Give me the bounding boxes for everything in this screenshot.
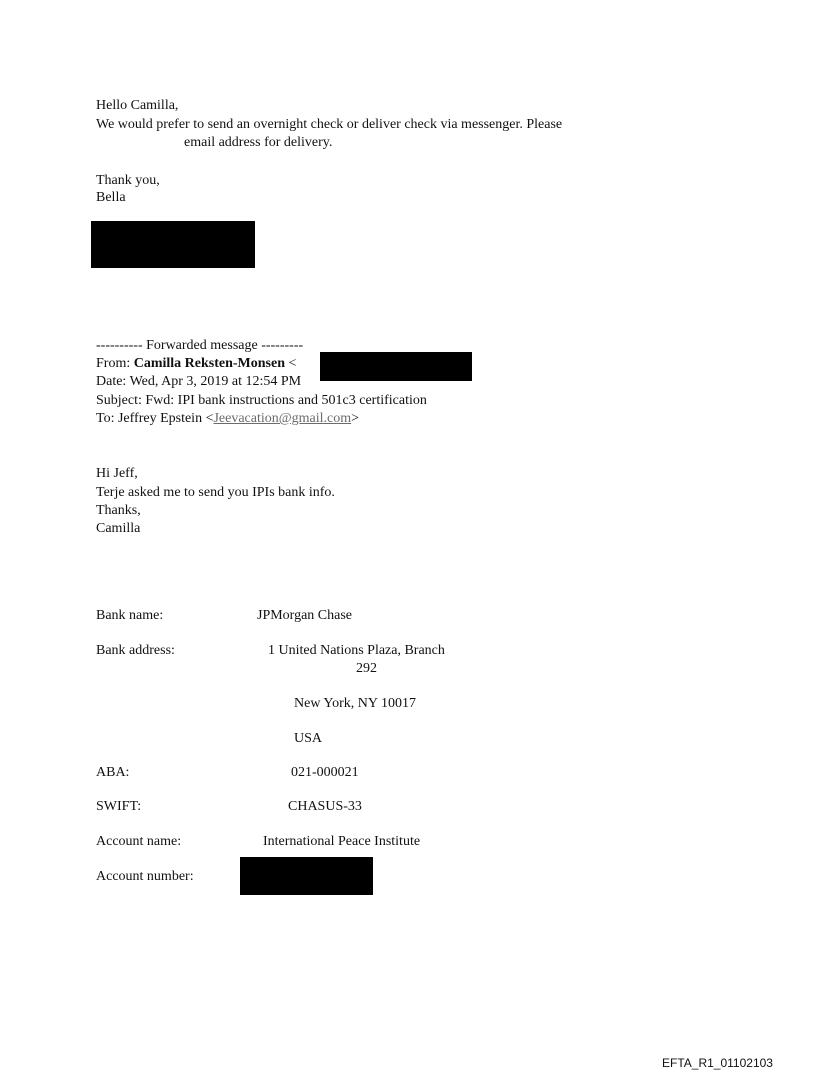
swift-label: SWIFT: (96, 799, 142, 814)
message-thanks: Thanks, (96, 503, 141, 518)
from-label: From: (96, 356, 131, 371)
bank-address-line1: 1 United Nations Plaza, Branch (268, 643, 445, 658)
bank-address-line4: USA (294, 731, 323, 746)
account-name-label: Account name: (96, 834, 182, 849)
reply-body-line1: We would prefer to send an overnight check or deliver check via messenger. Please (96, 117, 563, 132)
aba-value: 021-000021 (291, 765, 359, 780)
forwarded-subject: Subject: Fwd: IPI bank instructions and 501c3 certification (96, 393, 427, 408)
forwarded-separator: ---------- Forwarded message --------- (96, 338, 304, 353)
bank-address-label: Bank address: (96, 643, 175, 658)
aba-label: ABA: (96, 765, 130, 780)
redaction-email (320, 352, 472, 381)
reply-greeting: Hello Camilla, (96, 98, 179, 113)
message-line1: Terje asked me to send you IPIs bank info. (96, 485, 335, 500)
bates-number: EFTA_R1_01102103 (662, 1056, 773, 1070)
message-greeting: Hi Jeff, (96, 466, 138, 481)
from-name: Camilla Reksten-Monsen (133, 356, 286, 371)
redaction-block (91, 221, 255, 268)
forwarded-to (96, 410, 359, 428)
to-suffix: > (351, 411, 360, 426)
redaction-account-number (240, 857, 373, 895)
reply-body-line2: email address for delivery. (184, 135, 333, 150)
reply-closing: Thank you, (96, 173, 160, 188)
account-name-value: International Peace Institute (263, 834, 421, 849)
forwarded-from (96, 355, 296, 373)
bank-name-value: JPMorgan Chase (257, 608, 353, 623)
from-bracket: < (288, 356, 297, 371)
bank-name-label: Bank name: (96, 608, 164, 623)
account-number-label: Account number: (96, 869, 194, 884)
bank-address-line2: 292 (356, 661, 377, 676)
bank-address-line3: New York, NY 10017 (294, 696, 416, 711)
message-signature: Camilla (96, 521, 141, 536)
to-email-link[interactable]: Jeevacation@gmail.com (213, 411, 352, 426)
reply-signature: Bella (96, 190, 126, 205)
forwarded-date: Date: Wed, Apr 3, 2019 at 12:54 PM (96, 374, 302, 389)
swift-value: CHASUS-33 (288, 799, 362, 814)
to-prefix: To: Jeffrey Epstein < (96, 411, 214, 426)
